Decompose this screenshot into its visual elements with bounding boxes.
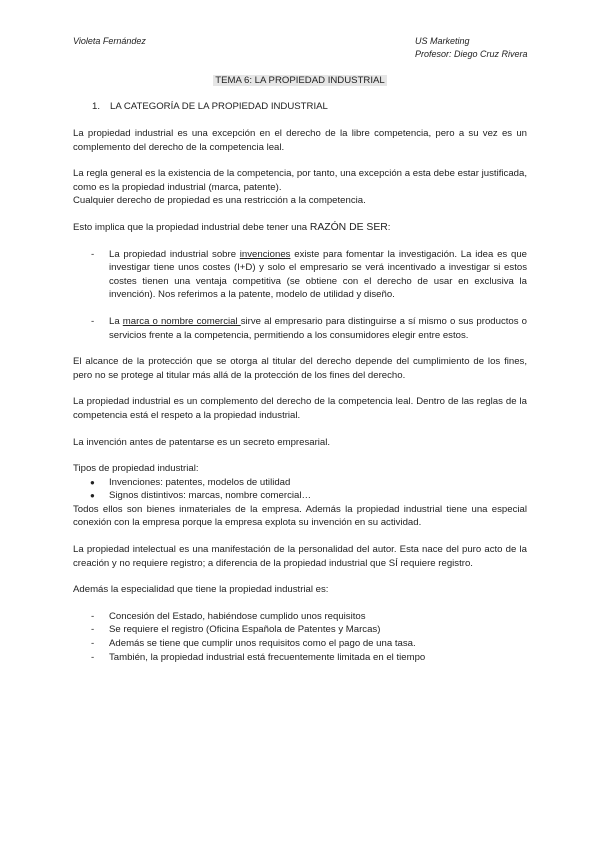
list-item-text: La (109, 315, 123, 327)
section-heading (92, 100, 328, 114)
list-item (73, 610, 527, 624)
header-course-block (415, 35, 528, 61)
list-item-text: Invenciones: patentes, modelos de utilidad (109, 476, 291, 488)
paragraph-3-text: Esto implica que la propiedad industrial debe tener una (73, 221, 310, 233)
list-item-text: sirve al empresario para distinguirse a sí mismo o sus productos o servicios frente a la competencia, permitiendo a los consumidores elegir entre estos. (109, 315, 527, 341)
list-item-text: Se requiere el registro (Oficina Española de Patentes y Marcas) (109, 624, 381, 636)
dash-bullet: - (91, 315, 95, 327)
list-item-text: existe para fomentar la investigación. La idea es que investigar tiene unos costes (I+D) y solo el empresario se verá incentivado a investigar si estos costes tienen una ventaja competitiva (se obtiene con el derecho de usar en exclusiva la invención). Nos referimos a la patente, modelo de utilidad y diseño. (109, 248, 527, 301)
header-professor: Profesor: Diego Cruz Rivera (415, 49, 528, 59)
paragraph-7: Todos ellos son bienes inmateriales de la empresa. Además la propiedad industrial tiene una especial conexión con la empresa porque la empresa explota su invención en su actividad. (73, 503, 527, 529)
reasons-list (73, 248, 527, 343)
document-title: TEMA 6: LA PROPIEDAD INDUSTRIAL (215, 75, 385, 86)
paragraph-5: La propiedad industrial es un complemento del derecho de la competencia leal. Dentro de las reglas de la competencia está el respeto a la propiedad industrial. (73, 396, 527, 421)
paragraph-3 (73, 221, 527, 235)
paragraph-8: La propiedad intelectual es una manifestación de la personalidad del autor. Esta nace del puro acto de la creación y no requiere registro; a diferencia de la propiedad industrial que SÍ requiere registro. (73, 544, 527, 569)
list-item (73, 651, 527, 665)
dash-bullet: - (91, 651, 95, 663)
dash-bullet: - (91, 624, 95, 636)
dash-bullet: - (91, 248, 95, 260)
list-item (73, 315, 527, 342)
list-item-text: Signos distintivos: marcas, nombre comercial… (109, 490, 312, 502)
dot-bullet: ● (90, 491, 95, 501)
list-item-text: También, la propiedad industrial está frecuentemente limitada en el tiempo (109, 651, 426, 663)
section-label: LA CATEGORÍA DE LA PROPIEDAD INDUSTRIAL (110, 101, 328, 112)
section-number: 1. (92, 101, 101, 112)
dot-bullet: ● (90, 477, 95, 487)
dash-bullet: - (91, 610, 95, 622)
paragraph-4: El alcance de la protección que se otorga al titular del derecho depende del cumplimiento de los fines, pero no se protege al titular más allá de la protección de los fines del derecho. (73, 356, 527, 381)
list-item (73, 476, 527, 490)
paragraph-2b: Cualquier derecho de propiedad es una restricción a la competencia. (73, 195, 366, 207)
list-item (73, 248, 527, 302)
razon-de-ser-emphasis: RAZÓN DE SER (309, 221, 388, 233)
paragraph-3-colon: : (387, 221, 391, 233)
types-heading: Tipos de propiedad industrial: (73, 463, 199, 475)
header-course: US Marketing (415, 36, 470, 46)
underlined-term-marca: marca o nombre comercial (122, 315, 241, 327)
title-wrapper (0, 74, 600, 88)
dash-bullet: - (91, 638, 95, 650)
paragraph-6: La invención antes de patentarse es un secreto empresarial. (73, 436, 331, 448)
types-list (73, 476, 527, 503)
list-item (73, 623, 527, 637)
header-author: Violeta Fernández (73, 36, 146, 46)
underlined-term-invenciones: invenciones (239, 248, 291, 260)
specialty-list (73, 610, 527, 664)
list-item (73, 489, 527, 503)
paragraph-2a: La regla general es la existencia de la competencia, por tanto, una excepción a esta debe estar justificada, como es la propiedad industrial (marca, patente). (73, 168, 527, 193)
list-item-text: Concesión del Estado, habiéndose cumplido unos requisitos (109, 610, 366, 622)
paragraph-9: Además la especialidad que tiene la propiedad industrial es: (73, 584, 329, 596)
list-item-text: La propiedad industrial sobre (109, 248, 240, 260)
list-item-text: Además se tiene que cumplir unos requisitos como el pago de una tasa. (109, 638, 416, 650)
paragraph-1: La propiedad industrial es una excepción en el derecho de la libre competencia, pero a su vez es un complemento del derecho de la competencia leal. (73, 128, 527, 153)
list-item (73, 637, 527, 651)
document-body (73, 127, 527, 677)
